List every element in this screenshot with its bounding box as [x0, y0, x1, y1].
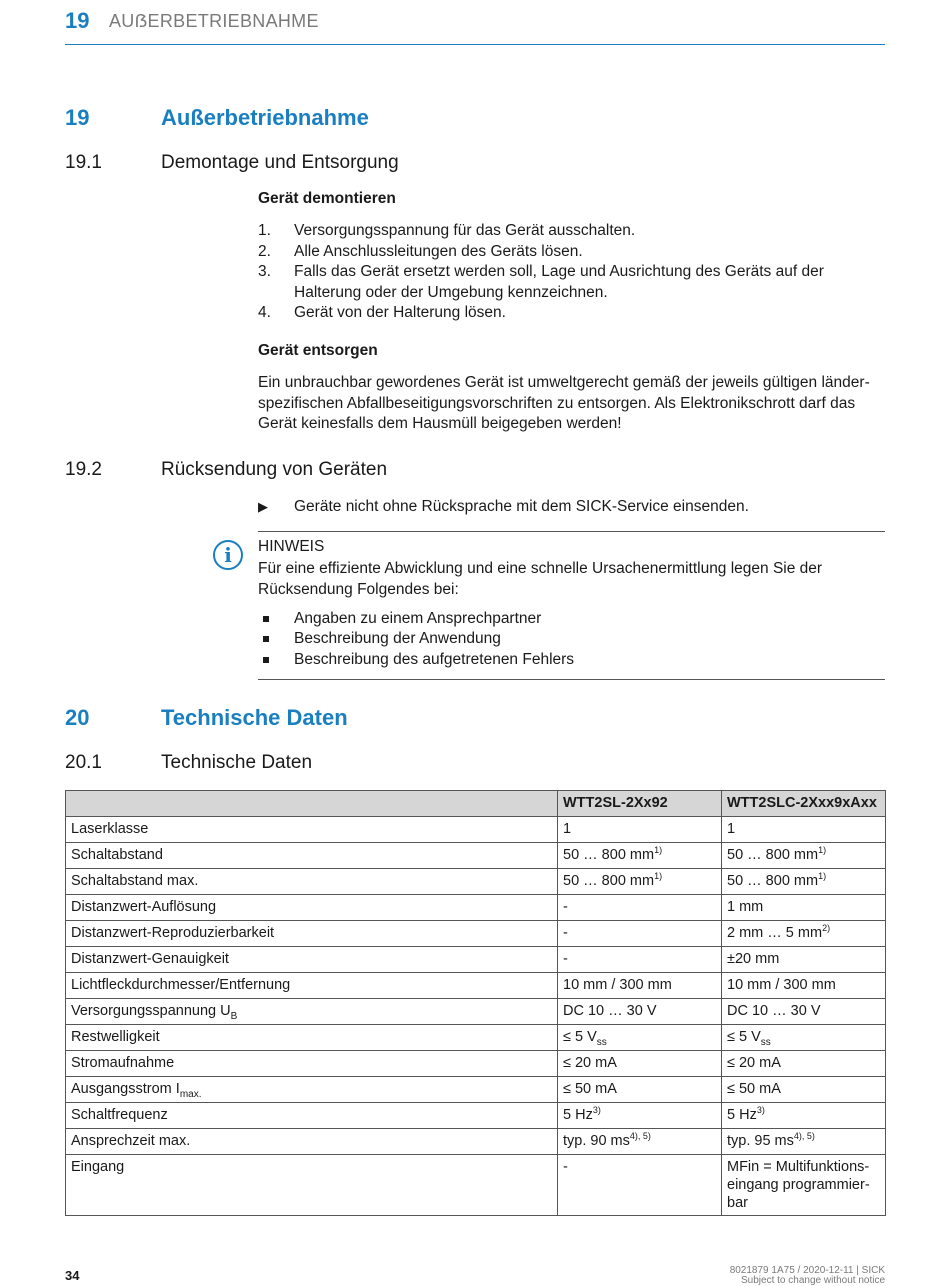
row-label-text: Ausgangsstrom I	[71, 1081, 180, 1097]
bullet-icon	[263, 616, 269, 622]
section-19-1-title: Demontage und Entsorgung	[161, 152, 399, 173]
value-wtt2slc-text: 50 … 800 mm	[727, 873, 819, 889]
row-label	[66, 947, 558, 973]
note-item-text: Beschreibung des aufgetretenen Fehlers	[294, 651, 575, 668]
step-item	[258, 262, 858, 303]
header-rule	[65, 44, 885, 45]
value-wtt2sl-text: typ. 90 ms	[563, 1133, 630, 1149]
value-wtt2slc	[722, 895, 886, 921]
value-wtt2slc-footnote: 1)	[818, 845, 827, 856]
value-wtt2slc-footnote: 2)	[822, 923, 831, 934]
row-label	[66, 843, 558, 869]
value-wtt2sl-text: 50 … 800 mm	[563, 873, 655, 889]
row-label	[66, 1051, 558, 1077]
row-label	[66, 921, 558, 947]
value-wtt2slc	[722, 973, 886, 999]
step-number: 3.	[258, 263, 271, 280]
dismantle-heading: Gerät demontieren	[258, 190, 396, 207]
value-wtt2slc-text: DC 10 … 30 V	[727, 1003, 821, 1019]
table-header-cell: WTT2SL-2Xx92	[558, 791, 722, 817]
value-wtt2sl-text: DC 10 … 30 V	[563, 1003, 657, 1019]
table-row	[66, 895, 886, 921]
step-text: Falls das Gerät ersetzt werden soll, Lage und Ausrichtung des Geräts auf der Halterung oder der Umgebung kennzeichnen.	[294, 263, 824, 301]
note-list-item	[258, 609, 878, 630]
step-text: Gerät von der Halterung lösen.	[294, 304, 506, 321]
row-label	[66, 1155, 558, 1216]
table-header-row	[66, 791, 886, 817]
section-19-1-number: 19.1	[65, 152, 102, 173]
table-row	[66, 869, 886, 895]
value-wtt2sl-footnote: 1)	[654, 871, 663, 882]
table-row	[66, 999, 886, 1025]
value-wtt2sl	[558, 1025, 722, 1051]
note-list-item	[258, 629, 878, 650]
value-wtt2sl	[558, 895, 722, 921]
value-wtt2sl-text: -	[563, 925, 568, 941]
value-wtt2slc	[722, 1155, 886, 1216]
value-wtt2sl-text: 10 mm / 300 mm	[563, 977, 672, 993]
section-20-number: 20	[65, 705, 90, 730]
row-label	[66, 895, 558, 921]
value-wtt2sl-footnote: 1)	[654, 845, 663, 856]
table-row	[66, 817, 886, 843]
technical-data-table	[65, 790, 886, 1216]
value-wtt2slc-text: typ. 95 ms	[727, 1133, 794, 1149]
value-wtt2slc	[722, 1129, 886, 1155]
row-label-text: Laserklasse	[71, 821, 149, 837]
note-item-text: Angaben zu einem Ansprechpartner	[294, 610, 542, 627]
table-row	[66, 843, 886, 869]
value-wtt2sl-text: ≤ 50 mA	[563, 1081, 617, 1097]
step-item	[258, 242, 878, 263]
row-label-subscript: B	[230, 1010, 238, 1022]
value-wtt2slc-text: 10 mm / 300 mm	[727, 977, 836, 993]
value-wtt2slc-text: ≤ 50 mA	[727, 1081, 781, 1097]
row-label	[66, 973, 558, 999]
row-label-text: Versorgungsspannung U	[71, 1003, 231, 1019]
section-20-1-title: Technische Daten	[161, 752, 313, 773]
row-label	[66, 817, 558, 843]
footer-disclaimer: Subject to change without notice	[741, 1275, 885, 1286]
note-item-text: Beschreibung der Anwendung	[294, 630, 501, 647]
value-wtt2sl	[558, 1051, 722, 1077]
value-wtt2slc	[722, 921, 886, 947]
row-label	[66, 1129, 558, 1155]
step-number: 1.	[258, 222, 271, 239]
step-item	[258, 221, 878, 242]
info-icon: i	[213, 540, 243, 570]
value-wtt2slc-text: ±20 mm	[727, 951, 780, 967]
note-label: HINWEIS	[258, 538, 325, 555]
table-header-cell	[66, 791, 558, 817]
note-text: Für eine effiziente Abwicklung und eine schnelle Ursachenermittlung legen Sie der Rücksendung Folgendes bei:	[258, 560, 823, 598]
value-wtt2sl-text: 50 … 800 mm	[563, 847, 655, 863]
table-row	[66, 1129, 886, 1155]
footer-doc-info: 8021879 1A75 / 2020-12-11 | SICK	[729, 1265, 885, 1276]
value-wtt2slc-text: MFin = Multifunktionseingang programmierbar	[727, 1159, 870, 1211]
note-top-rule	[258, 531, 885, 532]
row-label-text: Lichtfleckdurchmesser/Entfernung	[71, 977, 291, 993]
step-item	[258, 303, 878, 324]
value-wtt2sl-text: -	[563, 951, 568, 967]
value-wtt2sl	[558, 999, 722, 1025]
table-row	[66, 921, 886, 947]
step-number: 2.	[258, 243, 271, 260]
value-wtt2slc-text: 5 Hz	[727, 1107, 757, 1123]
table-row	[66, 1051, 886, 1077]
value-wtt2slc	[722, 1077, 886, 1103]
row-label-text: Distanzwert-Genauigkeit	[71, 951, 229, 967]
row-label	[66, 1025, 558, 1051]
section-19-2-number: 19.2	[65, 459, 102, 480]
value-wtt2sl-text: ≤ 20 mA	[563, 1055, 617, 1071]
value-wtt2slc-footnote: 4), 5)	[793, 1131, 815, 1142]
value-wtt2sl-text: 5 Hz	[563, 1107, 593, 1123]
header-chapter-number: 19	[65, 8, 90, 33]
section-20-1-number: 20.1	[65, 752, 102, 773]
value-wtt2slc	[722, 843, 886, 869]
row-label-text: Schaltabstand	[71, 847, 163, 863]
row-label-subscript: max.	[179, 1088, 202, 1100]
value-wtt2sl	[558, 817, 722, 843]
value-wtt2sl-text: -	[563, 1159, 568, 1175]
value-wtt2sl-text: -	[563, 899, 568, 915]
value-wtt2slc	[722, 817, 886, 843]
value-wtt2slc	[722, 1025, 886, 1051]
row-label-text: Schaltabstand max.	[71, 873, 199, 889]
section-19-title: Außerbetriebnahme	[161, 105, 369, 130]
value-wtt2slc-text: ≤ 20 mA	[727, 1055, 781, 1071]
step-text: Versorgungsspannung für das Gerät ausschalten.	[294, 222, 636, 239]
note-bottom-rule	[258, 679, 885, 680]
table-row	[66, 947, 886, 973]
value-wtt2sl-text: 1	[563, 821, 572, 837]
section-20-title: Technische Daten	[161, 705, 348, 730]
section-19-number: 19	[65, 105, 90, 130]
step-text: Alle Anschlussleitungen des Geräts lösen.	[294, 243, 583, 260]
value-wtt2slc	[722, 1051, 886, 1077]
value-wtt2sl-subscript: ss	[596, 1036, 607, 1048]
value-wtt2sl	[558, 1103, 722, 1129]
value-wtt2slc-text: 1	[727, 821, 736, 837]
page-number: 34	[65, 1268, 80, 1283]
table-header-cell: WTT2SLC-2Xxx9xAxx	[722, 791, 886, 817]
value-wtt2sl-footnote: 4), 5)	[629, 1131, 651, 1142]
action-text: Geräte nicht ohne Rücksprache mit dem SICK-Service einsenden.	[294, 498, 749, 515]
row-label	[66, 999, 558, 1025]
row-label-text: Schaltfrequenz	[71, 1107, 168, 1123]
table-row	[66, 973, 886, 999]
value-wtt2sl-text: ≤ 5 V	[563, 1029, 597, 1045]
value-wtt2slc-footnote: 3)	[756, 1105, 765, 1116]
value-wtt2slc	[722, 869, 886, 895]
row-label	[66, 1077, 558, 1103]
table-row	[66, 1025, 886, 1051]
value-wtt2slc-text: ≤ 5 V	[727, 1029, 761, 1045]
value-wtt2sl	[558, 1129, 722, 1155]
value-wtt2slc-text: 50 … 800 mm	[727, 847, 819, 863]
table-row	[66, 1155, 886, 1216]
table-row	[66, 1103, 886, 1129]
row-label-text: Eingang	[71, 1159, 125, 1175]
table-row	[66, 1077, 886, 1103]
value-wtt2slc	[722, 999, 886, 1025]
value-wtt2sl	[558, 1077, 722, 1103]
step-number: 4.	[258, 304, 271, 321]
value-wtt2sl	[558, 947, 722, 973]
bullet-icon	[263, 657, 269, 663]
value-wtt2sl	[558, 843, 722, 869]
row-label	[66, 1103, 558, 1129]
arrow-right-icon: ▶	[258, 499, 268, 514]
dispose-text: Ein unbrauchbar gewordenes Gerät ist umweltgerecht gemäß der jeweils gültigen länderspezifischen Abfallbeseitigungsvorschriften zu entsorgen. Als Elektronikschrott darf das Gerät keinesfalls dem Hausmüll beigegeben werden!	[258, 374, 870, 432]
value-wtt2sl	[558, 973, 722, 999]
row-label-text: Distanzwert-Auflösung	[71, 899, 217, 915]
section-19-2-title: Rücksendung von Geräten	[161, 459, 388, 480]
row-label	[66, 869, 558, 895]
value-wtt2slc-footnote: 1)	[818, 871, 827, 882]
value-wtt2slc	[722, 947, 886, 973]
value-wtt2slc	[722, 1103, 886, 1129]
action-item	[258, 497, 878, 518]
value-wtt2slc-text: 2 mm … 5 mm	[727, 925, 823, 941]
value-wtt2sl	[558, 869, 722, 895]
header-chapter-title: AUẞERBETRIEBNAHME	[109, 11, 319, 31]
value-wtt2sl-footnote: 3)	[592, 1105, 601, 1116]
row-label-text: Restwelligkeit	[71, 1029, 160, 1045]
value-wtt2sl	[558, 921, 722, 947]
value-wtt2slc-text: 1 mm	[727, 899, 764, 915]
row-label-text: Ansprechzeit max.	[71, 1133, 191, 1149]
row-label-text: Distanzwert-Reproduzierbarkeit	[71, 925, 275, 941]
bullet-icon	[263, 636, 269, 642]
value-wtt2sl	[558, 1155, 722, 1216]
dispose-heading: Gerät entsorgen	[258, 342, 378, 359]
value-wtt2slc-subscript: ss	[760, 1036, 771, 1048]
note-list-item	[258, 650, 878, 671]
row-label-text: Stromaufnahme	[71, 1055, 175, 1071]
